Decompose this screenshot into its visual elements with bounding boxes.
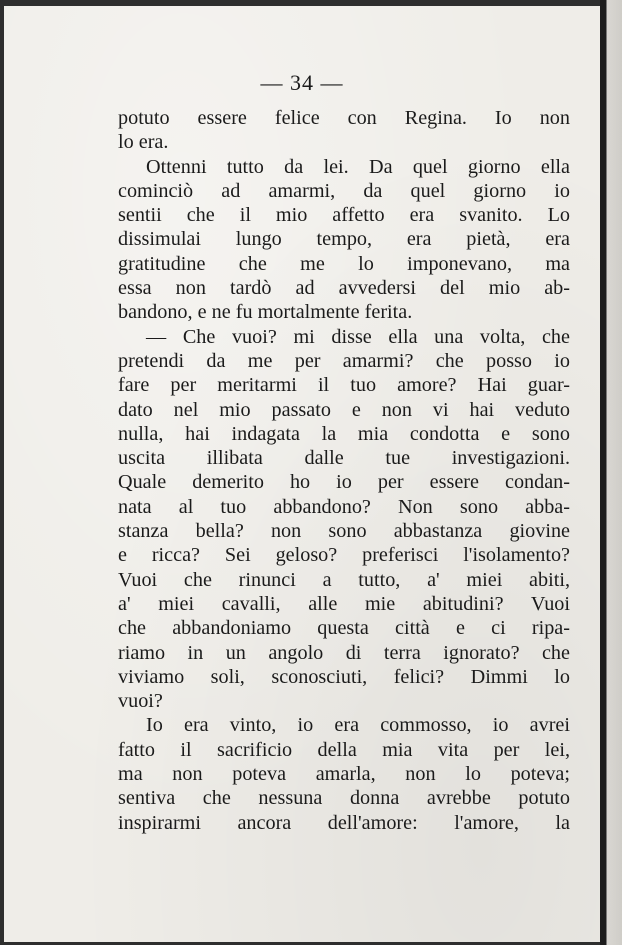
text-line: lo era. <box>118 131 169 154</box>
text-line: bandono, e ne fu mortalmente ferita. <box>118 301 413 324</box>
page-edge-shadow <box>600 0 622 945</box>
text-line: vuoi? <box>118 690 163 713</box>
text-line: e ricca? Sei geloso? preferisci l'isolamento? <box>118 544 570 567</box>
text-line: riamo in un angolo di terra ignorato? che <box>118 641 570 664</box>
text-line: gratitudine che me lo imponevano, ma <box>118 252 570 275</box>
text-line: potuto essere felice con Regina. Io non <box>118 107 570 129</box>
body-text <box>118 106 570 835</box>
page-number: — 34 — <box>260 70 344 95</box>
text-line: stanza bella? non sono abbastanza giovine <box>118 520 570 543</box>
text-line: dato nel mio passato e non vi hai veduto <box>118 398 570 421</box>
text-line: a' miei cavalli, alle mie abitudini? Vuoi <box>118 592 570 615</box>
text-line: fatto il sacrificio della mia vita per lei, <box>118 738 570 761</box>
text-line: Io era vinto, io era commosso, io avrei <box>146 714 570 737</box>
text-line: fare per meritarmi il tuo amore? Hai guar- <box>118 374 570 397</box>
text-line: sentiva che nessuna donna avrebbe potuto <box>118 787 570 810</box>
text-line: essa non tardò ad avvedersi del mio ab- <box>118 277 570 300</box>
text-line: pretendi da me per amarmi? che posso io <box>118 349 570 372</box>
text-line: ma non poteva amarla, non lo poteva; <box>118 763 570 786</box>
text-line: nata al tuo abbandono? Non sono abba- <box>118 495 570 518</box>
text-line: Vuoi che rinunci a tutto, a' miei abiti, <box>118 568 570 591</box>
text-line: dissimulai lungo tempo, era pietà, era <box>118 228 570 251</box>
text-line: — Che vuoi? mi disse ella una volta, che <box>146 325 570 348</box>
text-line: viviamo soli, sconosciuti, felici? Dimmi lo <box>118 665 570 688</box>
book-page <box>4 6 600 942</box>
text-line: cominciò ad amarmi, da quel giorno io <box>118 179 570 202</box>
text-line: Ottenni tutto da lei. Da quel giorno ella <box>146 155 570 178</box>
text-line: uscita illibata dalle tue investigazioni. <box>118 447 570 470</box>
text-line: Quale demerito ho io per essere condan- <box>118 471 570 494</box>
text-line: che abbandoniamo questa città e ci ripa- <box>118 617 570 640</box>
text-line: sentii che il mio affetto era svanito. Lo <box>118 204 570 227</box>
text-line: inspirarmi ancora dell'amore: l'amore, la <box>118 811 570 834</box>
text-line: nulla, hai indagata la mia condotta e sono <box>118 422 570 445</box>
